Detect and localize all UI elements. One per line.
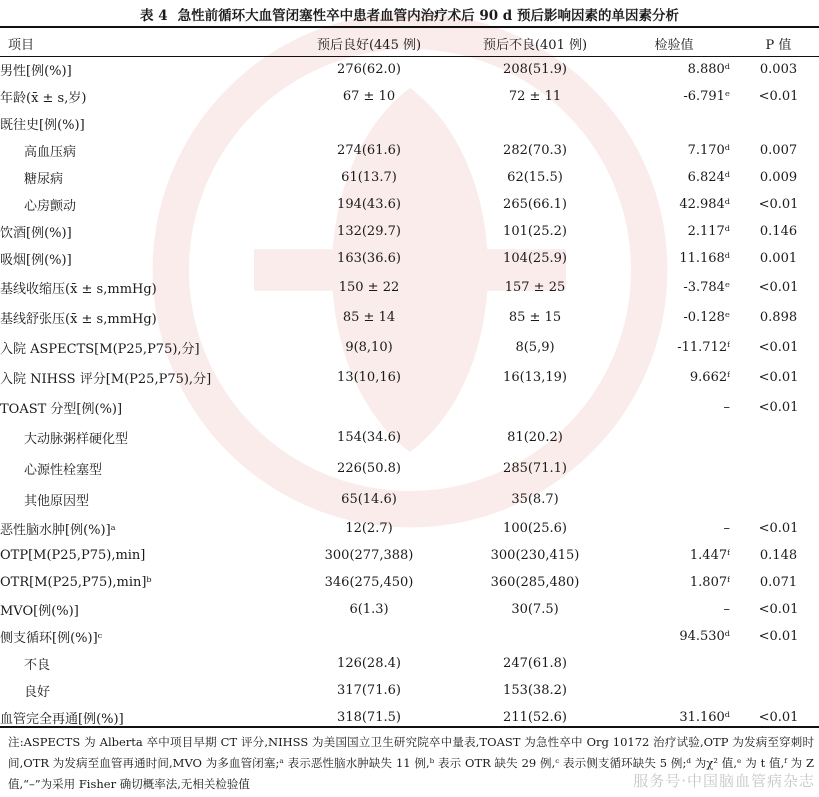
table-row bbox=[0, 623, 819, 650]
cell-p-value: <0.01 bbox=[758, 89, 799, 104]
cell-item: 年龄(x̄ ± s,岁) bbox=[0, 91, 87, 106]
cell-poor-outcome: 35(8.7) bbox=[511, 492, 559, 507]
cell-item: 良好 bbox=[24, 685, 51, 700]
table-row bbox=[0, 362, 819, 392]
cell-good-outcome: 226(50.8) bbox=[337, 461, 401, 476]
cell-poor-outcome: 285(71.1) bbox=[503, 461, 567, 476]
table-caption: 急性前循环大血管闭塞性卒中患者血管内治疗术后 90 d 预后影响因素的单因素分析 bbox=[177, 8, 679, 24]
table-row bbox=[0, 245, 819, 272]
cell-p-value bbox=[730, 650, 819, 677]
cell-item: 入院 ASPECTS[M(P25,P75),分] bbox=[0, 341, 200, 357]
cell-p-value: <0.01 bbox=[758, 399, 799, 415]
cell-poor-outcome: 104(25.9) bbox=[503, 251, 567, 266]
cell-item: MVO[例(%)] bbox=[0, 604, 79, 619]
table-number: 表 4 bbox=[140, 8, 168, 24]
cell-good-outcome: 194(43.6) bbox=[337, 197, 401, 212]
cell-item: 心房颤动 bbox=[24, 199, 77, 214]
cell-test-value: -3.784ᵉ bbox=[683, 279, 730, 295]
cell-item: TOAST 分型[例(%)] bbox=[0, 401, 123, 417]
cell-good-outcome: 132(29.7) bbox=[337, 224, 401, 239]
cell-good-outcome: 67 ± 10 bbox=[342, 89, 396, 104]
cell-test-value: -6.791ᵉ bbox=[683, 89, 730, 104]
cell-p-value: <0.01 bbox=[758, 279, 799, 295]
cell-test-value: 1.447ᶠ bbox=[689, 548, 730, 563]
table-row bbox=[0, 272, 819, 302]
cell-test-value: 11.168ᵈ bbox=[679, 251, 730, 266]
cell-poor-outcome: 100(25.6) bbox=[503, 521, 567, 536]
cell-poor-outcome: 62(15.5) bbox=[507, 170, 563, 185]
cell-test-value: 6.824ᵈ bbox=[687, 170, 730, 185]
cell-p-value bbox=[730, 453, 819, 484]
cell-p-value: 0.009 bbox=[759, 170, 798, 185]
cell-p-value bbox=[730, 677, 819, 704]
table-row bbox=[0, 218, 819, 245]
cell-poor-outcome: 8(5,9) bbox=[515, 339, 555, 355]
cell-item: 入院 NIHSS 评分[M(P25,P75),分] bbox=[0, 371, 212, 387]
cell-p-value bbox=[730, 484, 819, 515]
cell-good-outcome: 126(28.4) bbox=[337, 656, 401, 671]
table-row bbox=[0, 56, 819, 83]
cell-test-value bbox=[618, 677, 730, 704]
cell-item: 吸烟[例(%)] bbox=[0, 253, 72, 268]
cell-poor-outcome: 265(66.1) bbox=[503, 197, 567, 212]
cell-item: 男性[例(%)] bbox=[0, 64, 72, 79]
cell-good-outcome: 150 ± 22 bbox=[338, 279, 400, 295]
cell-test-value bbox=[618, 110, 730, 137]
cell-poor-outcome: 101(25.2) bbox=[503, 224, 567, 239]
table-row bbox=[0, 422, 819, 453]
cell-good-outcome: 6(1.3) bbox=[349, 602, 389, 617]
cell-test-value: – bbox=[723, 521, 730, 536]
cell-good-outcome: 346(275,450) bbox=[324, 575, 414, 590]
cell-item: 侧支循环[例(%)]ᶜ bbox=[0, 631, 103, 646]
table-row bbox=[0, 453, 819, 484]
cell-item: 恶性脑水肿[例(%)]ᵃ bbox=[0, 523, 116, 538]
cell-test-value bbox=[618, 650, 730, 677]
table-row bbox=[0, 484, 819, 515]
table-row bbox=[0, 137, 819, 164]
cell-good-outcome: 276(62.0) bbox=[337, 62, 401, 77]
table-row bbox=[0, 332, 819, 362]
cell-good-outcome bbox=[286, 110, 452, 137]
header-row bbox=[0, 30, 819, 56]
table-row bbox=[0, 650, 819, 677]
cell-good-outcome: 154(34.6) bbox=[337, 430, 401, 445]
table-row bbox=[0, 704, 819, 731]
cell-p-value bbox=[730, 110, 819, 137]
cell-test-value: 9.662ᶠ bbox=[689, 369, 730, 385]
cell-item: 既往史[例(%)] bbox=[0, 118, 85, 133]
cell-item: OTR[M(P25,P75),min]ᵇ bbox=[0, 575, 152, 590]
column-header-poor: 预后不良(401 例) bbox=[482, 37, 588, 53]
cell-test-value: 7.170ᵈ bbox=[687, 143, 730, 158]
cell-good-outcome: 85 ± 14 bbox=[342, 309, 396, 325]
cell-test-value: -0.128ᵉ bbox=[683, 309, 730, 325]
cell-item: 糖尿病 bbox=[24, 172, 64, 187]
cell-p-value: 0.148 bbox=[759, 548, 798, 563]
top-rule bbox=[0, 26, 819, 28]
table-row bbox=[0, 164, 819, 191]
cell-item: 基线舒张压(x̄ ± s,mmHg) bbox=[0, 311, 157, 327]
cell-item: 血管完全再通[例(%)] bbox=[0, 712, 124, 727]
cell-poor-outcome: 360(285,480) bbox=[490, 575, 580, 590]
cell-poor-outcome: 282(70.3) bbox=[503, 143, 567, 158]
table-footnote: 注:ASPECTS 为 Alberta 卒中项目早期 CT 评分,NIHSS 为美国国立卫生研究院卒中量表,TOAST 为急性卒中 Org 10172 治疗试验,OTP 为发病至穿刺时间,OTR 为发病至血管再通时间,MVO 为多血管闭塞;ᵃ 表示恶性脑水肿缺失 11 例,ᵇ 表示 OTR 缺失 29 例,ᶜ 表示侧支循环缺失 5 例;ᵈ 为χ² 值,ᵉ 为 t 值,ᶠ 为 Z 值,“–”为采用 Fisher 确切概率法,无相关检验值 bbox=[8, 735, 814, 791]
cell-p-value: <0.01 bbox=[758, 629, 799, 644]
cell-poor-outcome: 300(230,415) bbox=[490, 548, 580, 563]
cell-good-outcome: 163(36.6) bbox=[337, 251, 401, 266]
cell-test-value bbox=[618, 453, 730, 484]
table-row bbox=[0, 677, 819, 704]
table-title bbox=[0, 4, 819, 24]
data-table bbox=[0, 30, 819, 731]
cell-test-value bbox=[618, 422, 730, 453]
cell-poor-outcome: 247(61.8) bbox=[503, 656, 567, 671]
table-row bbox=[0, 302, 819, 332]
cell-poor-outcome: 208(51.9) bbox=[503, 62, 567, 77]
cell-test-value: 94.530ᵈ bbox=[679, 629, 730, 644]
cell-p-value: 0.071 bbox=[759, 575, 798, 590]
cell-poor-outcome: 157 ± 25 bbox=[504, 279, 566, 295]
column-header-good: 预后良好(445 例) bbox=[316, 37, 422, 53]
cell-p-value: 0.007 bbox=[759, 143, 798, 158]
table-row bbox=[0, 191, 819, 218]
table-row bbox=[0, 83, 819, 110]
table-row bbox=[0, 569, 819, 596]
cell-good-outcome: 61(13.7) bbox=[341, 170, 397, 185]
cell-p-value bbox=[730, 422, 819, 453]
table-row bbox=[0, 542, 819, 569]
cell-test-value: 1.807ᶠ bbox=[689, 575, 730, 590]
cell-item: 其他原因型 bbox=[24, 494, 90, 509]
cell-poor-outcome bbox=[452, 392, 618, 422]
column-header-item: 项目 bbox=[8, 37, 35, 53]
cell-test-value: 31.160ᵈ bbox=[679, 710, 730, 725]
cell-test-value: 2.117ᵈ bbox=[687, 224, 730, 239]
watermark-text: 服务号·中国脑血管病杂志 bbox=[633, 772, 815, 790]
cell-good-outcome: 300(277,388) bbox=[324, 548, 414, 563]
table-row bbox=[0, 596, 819, 623]
column-header-p: P 值 bbox=[765, 37, 792, 53]
cell-good-outcome bbox=[286, 623, 452, 650]
cell-p-value: <0.01 bbox=[758, 197, 799, 212]
cell-good-outcome bbox=[286, 392, 452, 422]
cell-test-value bbox=[618, 484, 730, 515]
cell-item: 大动脉粥样硬化型 bbox=[24, 432, 129, 447]
table-row bbox=[0, 110, 819, 137]
cell-good-outcome: 274(61.6) bbox=[337, 143, 401, 158]
cell-item: OTP[M(P25,P75),min] bbox=[0, 548, 146, 563]
cell-poor-outcome: 30(7.5) bbox=[511, 602, 559, 617]
cell-item: 心源性栓塞型 bbox=[24, 463, 103, 478]
cell-good-outcome: 65(14.6) bbox=[341, 492, 397, 507]
column-header-test: 检验值 bbox=[654, 37, 694, 53]
cell-poor-outcome: 81(20.2) bbox=[507, 430, 563, 445]
cell-good-outcome: 12(2.7) bbox=[345, 521, 393, 536]
cell-test-value: 8.880ᵈ bbox=[687, 62, 730, 77]
cell-test-value: – bbox=[723, 602, 730, 617]
cell-good-outcome: 13(10,16) bbox=[337, 369, 401, 385]
table-row bbox=[0, 392, 819, 422]
cell-good-outcome: 318(71.5) bbox=[337, 710, 401, 725]
cell-poor-outcome: 85 ± 15 bbox=[508, 309, 562, 325]
cell-p-value: <0.01 bbox=[758, 710, 799, 725]
cell-test-value: 42.984ᵈ bbox=[679, 197, 730, 212]
cell-p-value: 0.898 bbox=[759, 309, 798, 325]
cell-p-value: <0.01 bbox=[758, 602, 799, 617]
cell-test-value: – bbox=[723, 399, 730, 415]
cell-poor-outcome: 153(38.2) bbox=[503, 683, 567, 698]
cell-item: 高血压病 bbox=[24, 145, 77, 160]
cell-poor-outcome bbox=[452, 110, 618, 137]
cell-poor-outcome: 16(13,19) bbox=[503, 369, 567, 385]
cell-p-value: 0.146 bbox=[759, 224, 798, 239]
cell-p-value: <0.01 bbox=[758, 369, 799, 385]
cell-poor-outcome: 211(52.6) bbox=[503, 710, 567, 725]
cell-poor-outcome: 72 ± 11 bbox=[508, 89, 562, 104]
cell-test-value: -11.712ᶠ bbox=[677, 339, 730, 355]
cell-good-outcome: 9(8,10) bbox=[345, 339, 393, 355]
table-row bbox=[0, 515, 819, 542]
cell-p-value: 0.001 bbox=[759, 251, 798, 266]
cell-p-value: <0.01 bbox=[758, 339, 799, 355]
cell-item: 不良 bbox=[24, 658, 51, 673]
cell-item: 饮酒[例(%)] bbox=[0, 226, 72, 241]
cell-poor-outcome bbox=[452, 623, 618, 650]
cell-good-outcome: 317(71.6) bbox=[337, 683, 401, 698]
cell-p-value: <0.01 bbox=[758, 521, 799, 536]
cell-p-value: 0.003 bbox=[759, 62, 798, 77]
cell-item: 基线收缩压(x̄ ± s,mmHg) bbox=[0, 281, 157, 297]
